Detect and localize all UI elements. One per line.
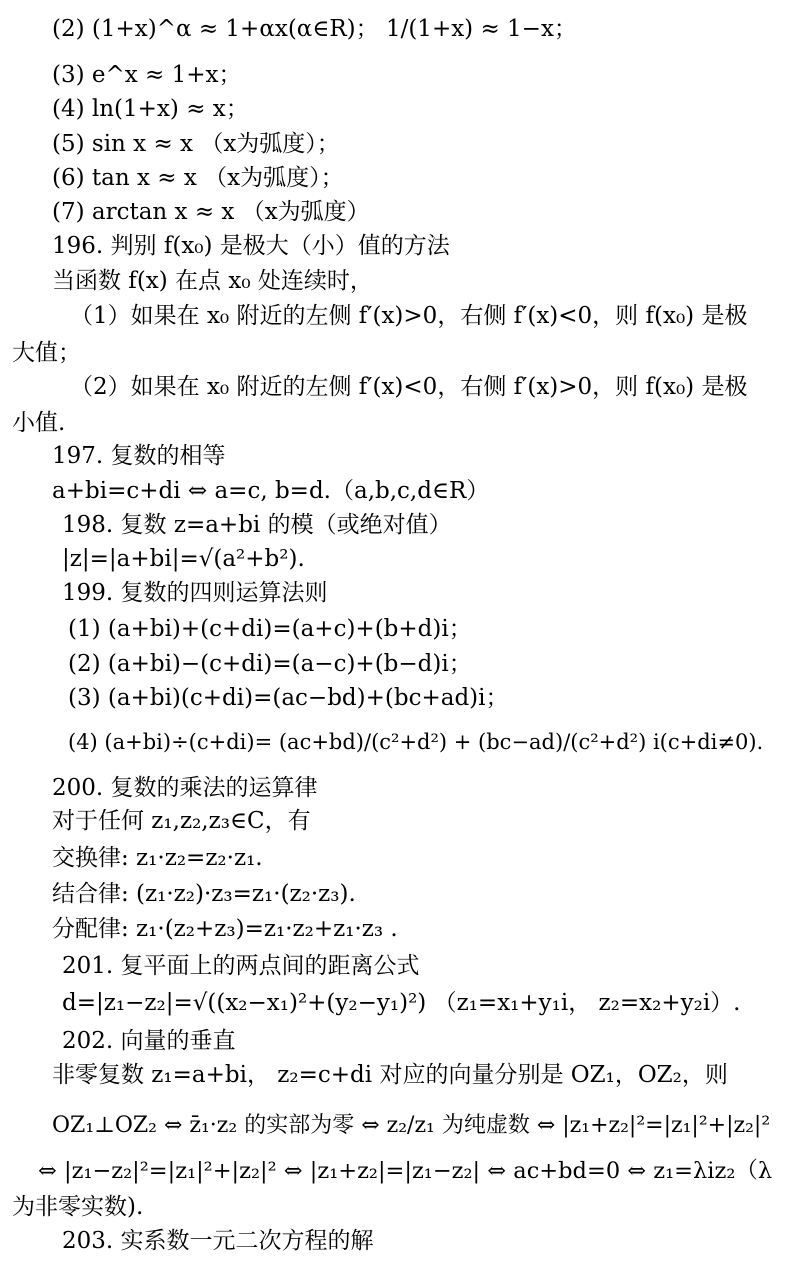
formula-line-division: (4) (a+bi)÷(c+di)= (ac+bd)/(c²+d²) + (bc−ad)/(c²+d²) i(c+di≠0). [68, 730, 764, 754]
paragraph: 当函数 f(x) 在点 x₀ 处连续时， [52, 268, 373, 294]
formula-line: |z|=|a+bi|=√(a²+b²). [62, 546, 305, 572]
formula-line: (3) (a+bi)(c+di)=(ac−bd)+(bc+ad)i； [68, 685, 509, 711]
approx-line-7: (7) arctan x ≈ x （x为弧度） [52, 199, 370, 225]
section-200-heading: 200. 复数的乘法的运算律 [52, 775, 318, 801]
section-199-heading: 199. 复数的四则运算法则 [62, 580, 328, 606]
formula-line: a+bi=c+di ⇔ a=c, b=d.（a,b,c,d∈R） [52, 478, 490, 504]
formula-line: OZ₁⊥OZ₂ ⇔ z̄₁·z₂ 的实部为零 ⇔ z₂/z₁ 为纯虚数 ⇔ |z₁+z₂|²=|z₁|²+|z₂|² [52, 1113, 771, 1138]
approx-line-6: (6) tan x ≈ x （x为弧度）； [52, 165, 344, 191]
section-202-heading: 202. 向量的垂直 [62, 1028, 236, 1054]
formula-line: (1) (a+bi)+(c+di)=(a+c)+(b+d)i； [68, 616, 472, 642]
paragraph: （2）如果在 x₀ 附近的左侧 f′(x)<0，右侧 f′(x)>0，则 f(x₀) 是极 [70, 374, 748, 400]
formula-line: (2) (a+bi)−(c+di)=(a−c)+(b−d)i； [68, 651, 472, 677]
paragraph: 大值； [12, 340, 81, 366]
approx-line-5: (5) sin x ≈ x （x为弧度）； [52, 131, 340, 157]
paragraph: 为非零实数). [12, 1194, 144, 1220]
formula-line: 分配律: z₁·(z₂+z₃)=z₁·z₂+z₁·z₃ . [52, 916, 398, 942]
paragraph: 对于任何 z₁,z₂,z₃∈C，有 [52, 808, 311, 834]
section-201-heading: 201. 复平面上的两点间的距离公式 [62, 953, 420, 979]
section-203-heading: 203. 实系数一元二次方程的解 [62, 1228, 374, 1254]
formula-line: ⇔ |z₁−z₂|²=|z₁|²+|z₂|² ⇔ |z₁+z₂|=|z₁−z₂| ⇔ ac+bd=0 ⇔ z₁=λiz₂（λ [38, 1158, 773, 1184]
section-198-heading: 198. 复数 z=a+bi 的模（或绝对值） [62, 512, 452, 538]
paragraph: 非零复数 z₁=a+bi， z₂=c+di 对应的向量分别是 OZ₁，OZ₂，则 [52, 1062, 728, 1088]
paragraph: 小值. [12, 410, 66, 436]
approx-line-3: (3) e^x ≈ 1+x； [52, 62, 242, 88]
paragraph: （1）如果在 x₀ 附近的左侧 f′(x)>0，右侧 f′(x)<0，则 f(x₀) 是极 [70, 303, 748, 329]
approx-line-2: (2) (1+x)^α ≈ 1+αx(α∈R)； 1/(1+x) ≈ 1−x； [52, 16, 577, 42]
approx-line-4: (4) ln(1+x) ≈ x； [52, 96, 249, 122]
formula-line: 交换律: z₁·z₂=z₂·z₁. [52, 845, 263, 871]
section-197-heading: 197. 复数的相等 [52, 443, 226, 469]
formula-line: d=|z₁−z₂|=√((x₂−x₁)²+(y₂−y₁)²) （z₁=x₁+y₁i， z₂=x₂+y₂i）. [62, 990, 741, 1016]
section-196-heading: 196. 判别 f(x₀) 是极大（小）值的方法 [52, 233, 450, 259]
formula-line: 结合律: (z₁·z₂)·z₃=z₁·(z₂·z₃). [52, 881, 356, 907]
